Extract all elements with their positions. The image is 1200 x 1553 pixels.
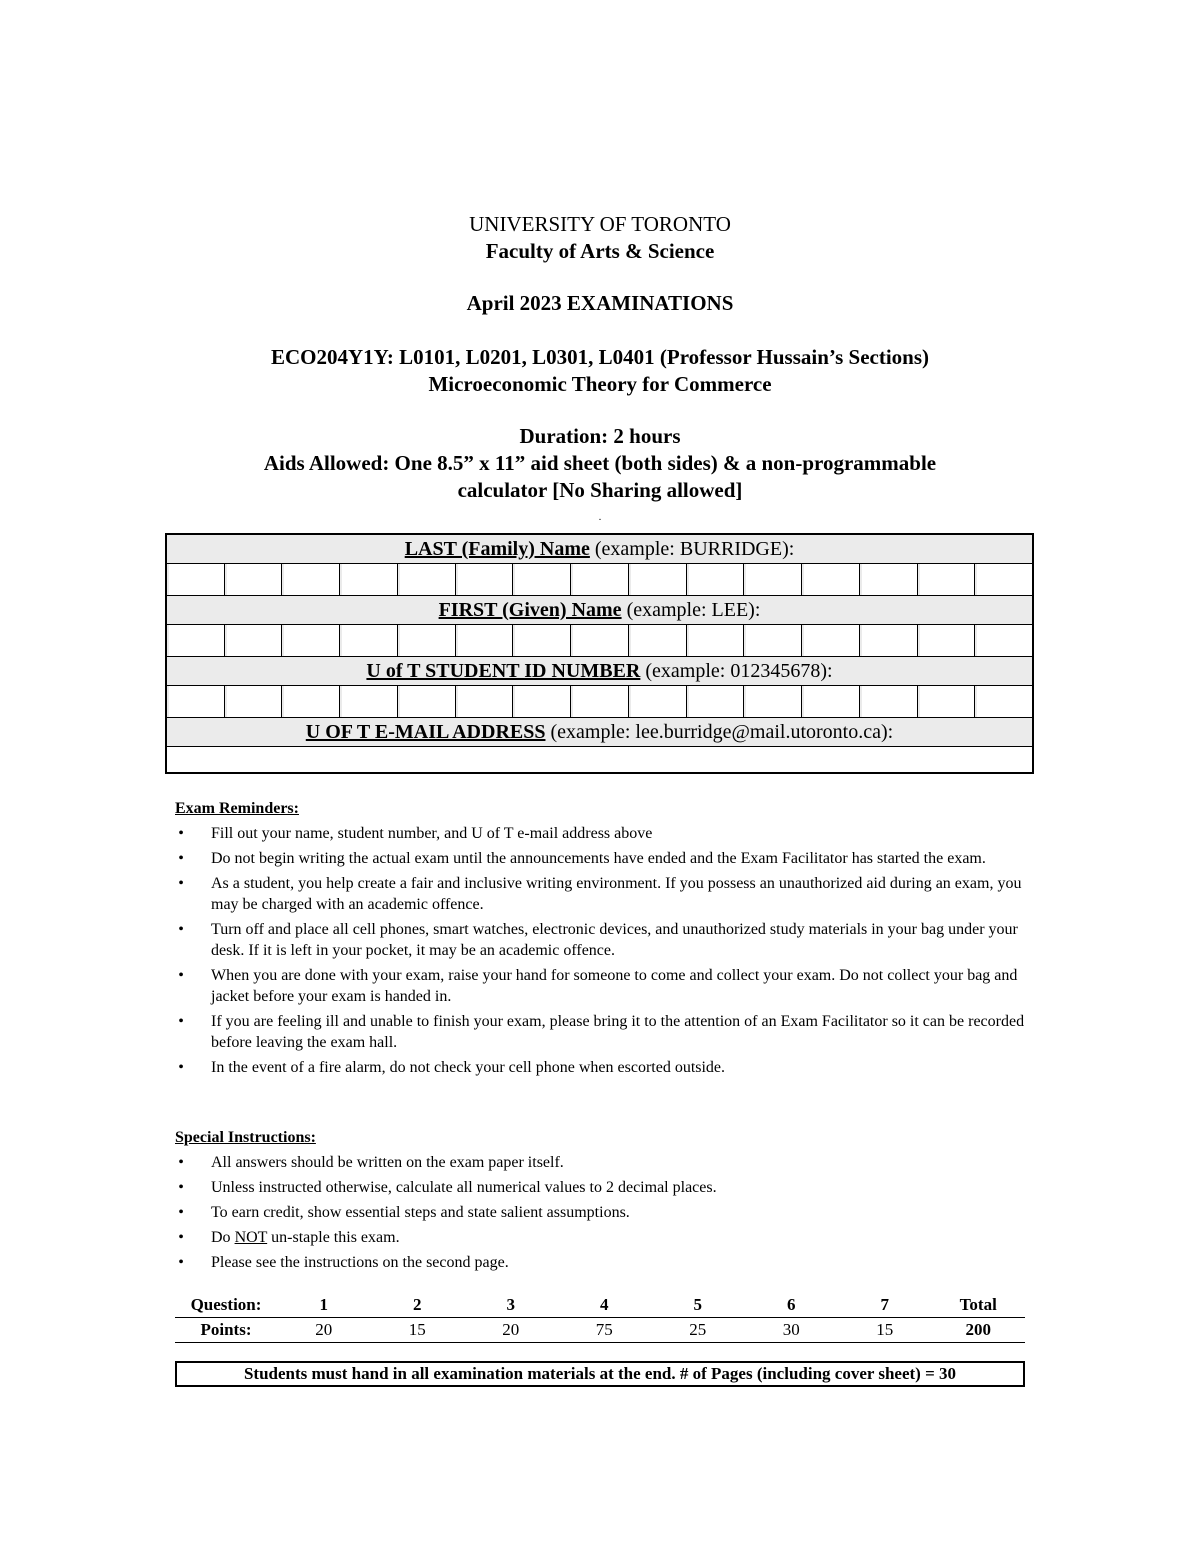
exam-session — [0, 290, 1200, 317]
letter-box[interactable] — [975, 625, 1032, 656]
points-value: 25 — [651, 1318, 745, 1343]
bullet-icon: • — [178, 1154, 184, 1171]
letter-box[interactable] — [513, 564, 571, 595]
letter-box[interactable] — [167, 625, 225, 656]
letter-box[interactable] — [860, 625, 918, 656]
question-number: 7 — [838, 1293, 932, 1318]
question-row — [175, 1293, 1025, 1318]
student-id-form — [165, 533, 1034, 774]
bullet-icon: • — [178, 825, 184, 842]
letter-box[interactable] — [225, 625, 283, 656]
digit-box[interactable] — [398, 686, 456, 717]
list-item-text: Turn off and place all cell phones, smart watches, electronic devices, and unauthorized study materials in your bag under your desk. If it is left in your pocket, it may be an academic offence. — [211, 921, 1018, 959]
points-value: 20 — [277, 1318, 371, 1343]
letter-box[interactable] — [629, 564, 687, 595]
digit-box[interactable] — [687, 686, 745, 717]
letter-box[interactable] — [571, 625, 629, 656]
hand-in-notice: Students must hand in all examination materials at the end. # of Pages (including cover sheet) = 30 — [175, 1361, 1025, 1387]
list-item — [175, 919, 1025, 961]
letter-box[interactable] — [687, 625, 745, 656]
digit-box[interactable] — [629, 686, 687, 717]
email-example: (example: lee.burridge@mail.utoronto.ca): — [550, 721, 894, 743]
first-name-label: FIRST (Given) Name — [438, 599, 622, 621]
question-number: 6 — [745, 1293, 839, 1318]
last-name-boxes[interactable] — [167, 564, 1032, 596]
last-name-example: (example: BURRIDGE): — [594, 538, 795, 560]
letter-box[interactable] — [744, 564, 802, 595]
email-field[interactable] — [167, 747, 1032, 772]
list-item-text: To earn credit, show essential steps and state salient assumptions. — [211, 1204, 630, 1221]
letter-box[interactable] — [340, 564, 398, 595]
list-item-text: Do — [211, 1229, 235, 1246]
points-row — [175, 1318, 1025, 1343]
special-instructions-list — [175, 1152, 1025, 1273]
list-item-text: Fill out your name, student number, and U of T e-mail address above — [211, 825, 653, 842]
question-number: 5 — [651, 1293, 745, 1318]
points-value: 20 — [464, 1318, 558, 1343]
letter-box[interactable] — [571, 564, 629, 595]
bullet-icon: • — [178, 1059, 184, 1076]
list-item-text: Unless instructed otherwise, calculate all numerical values to 2 decimal places. — [211, 1179, 717, 1196]
first-name-boxes[interactable] — [167, 625, 1032, 657]
digit-box[interactable] — [918, 686, 976, 717]
letter-box[interactable] — [629, 625, 687, 656]
question-number: 1 — [277, 1293, 371, 1318]
email-label: U OF T E-MAIL ADDRESS — [305, 721, 546, 743]
list-item-text: As a student, you help create a fair and inclusive writing environment. If you possess an unauthorized aid during an exam, you may be charged with an academic offence. — [211, 875, 1022, 913]
digit-box[interactable] — [513, 686, 571, 717]
university-name: UNIVERSITY OF TORONTO — [469, 212, 731, 236]
letter-box[interactable] — [918, 564, 976, 595]
faculty-name: Faculty of Arts & Science — [485, 239, 715, 263]
list-item-text: un-staple this exam. — [267, 1229, 400, 1246]
bullet-icon: • — [178, 967, 184, 984]
digit-box[interactable] — [167, 686, 225, 717]
student-id-header — [167, 657, 1032, 686]
exam-header — [0, 211, 1200, 265]
letter-box[interactable] — [918, 625, 976, 656]
first-name-header — [167, 596, 1032, 625]
letter-box[interactable] — [398, 564, 456, 595]
list-item — [175, 1177, 1025, 1198]
aids-allowed-line1: Aids Allowed: One 8.5” x 11” aid sheet (both sides) & a non-programmable — [263, 451, 937, 475]
list-item-text: All answers should be written on the exam paper itself. — [211, 1154, 564, 1171]
digit-box[interactable] — [456, 686, 514, 717]
emphasis-not: NOT — [234, 1229, 268, 1246]
list-item — [175, 1011, 1025, 1053]
question-number: 3 — [464, 1293, 558, 1318]
bullet-icon: • — [178, 1204, 184, 1221]
letter-box[interactable] — [282, 564, 340, 595]
digit-box[interactable] — [744, 686, 802, 717]
exam-session-title: April 2023 EXAMINATIONS — [466, 291, 734, 315]
points-total: 200 — [932, 1318, 1026, 1343]
question-number: 4 — [558, 1293, 652, 1318]
list-item-text: If you are feeling ill and unable to finish your exam, please bring it to the attention of an Exam Facilitator so it can be recorded before leaving the exam hall. — [211, 1013, 1025, 1051]
letter-box[interactable] — [513, 625, 571, 656]
course-code: ECO204Y1Y: L0101, L0201, L0301, L0401 (Professor Hussain’s Sections) — [270, 345, 930, 369]
letter-box[interactable] — [167, 564, 225, 595]
digit-box[interactable] — [802, 686, 860, 717]
points-label: Points: — [175, 1318, 277, 1343]
student-id-example: (example: 012345678): — [645, 660, 833, 682]
list-item-text: Do not begin writing the actual exam until the announcements have ended and the Exam Facilitator has started the exam. — [211, 850, 986, 867]
student-id-label: U of T STUDENT ID NUMBER — [366, 660, 641, 682]
last-name-label: LAST (Family) Name — [404, 538, 590, 560]
student-id-boxes[interactable] — [167, 686, 1032, 718]
email-header — [167, 718, 1032, 747]
points-value: 15 — [838, 1318, 932, 1343]
bullet-icon: • — [178, 1013, 184, 1030]
letter-box[interactable] — [225, 564, 283, 595]
digit-box[interactable] — [571, 686, 629, 717]
last-name-header — [167, 535, 1032, 564]
list-item — [175, 1202, 1025, 1223]
points-value: 30 — [745, 1318, 839, 1343]
digit-box[interactable] — [975, 686, 1032, 717]
course-title: Microeconomic Theory for Commerce — [428, 372, 772, 396]
bullet-icon: • — [178, 850, 184, 867]
course-info — [0, 344, 1200, 398]
digit-box[interactable] — [225, 686, 283, 717]
list-item-text: In the event of a fire alarm, do not check your cell phone when escorted outside. — [211, 1059, 726, 1076]
stray-dot: . — [598, 512, 602, 523]
list-item — [175, 873, 1025, 915]
exam-rules — [0, 423, 1200, 504]
letter-box[interactable] — [456, 625, 514, 656]
special-instructions-title: Special Instructions: — [175, 1129, 316, 1146]
digit-box[interactable] — [340, 686, 398, 717]
total-label: Total — [932, 1293, 1026, 1318]
letter-box[interactable] — [282, 625, 340, 656]
letter-box[interactable] — [398, 625, 456, 656]
list-item — [175, 1057, 1025, 1078]
exam-reminders-title: Exam Reminders: — [175, 800, 299, 817]
letter-box[interactable] — [802, 564, 860, 595]
letter-box[interactable] — [340, 625, 398, 656]
list-item — [175, 848, 1025, 869]
bullet-icon: • — [178, 1254, 184, 1271]
digit-box[interactable] — [282, 686, 340, 717]
bullet-icon: • — [178, 1229, 184, 1246]
letter-box[interactable] — [744, 625, 802, 656]
duration: Duration: 2 hours — [519, 424, 681, 448]
points-value: 15 — [371, 1318, 465, 1343]
list-item — [175, 1227, 1025, 1248]
letter-box[interactable] — [860, 564, 918, 595]
points-table — [175, 1293, 1025, 1343]
aids-allowed-line2: calculator [No Sharing allowed] — [457, 478, 743, 502]
exam-reminders-list — [175, 823, 1025, 1078]
first-name-example: (example: LEE): — [626, 599, 761, 621]
letter-box[interactable] — [975, 564, 1032, 595]
question-label: Question: — [175, 1293, 277, 1318]
exam-reminders — [175, 798, 1025, 1082]
letter-box[interactable] — [456, 564, 514, 595]
bullet-icon: • — [178, 875, 184, 892]
digit-box[interactable] — [860, 686, 918, 717]
bullet-icon: • — [178, 1179, 184, 1196]
list-item — [175, 1252, 1025, 1273]
question-number: 2 — [371, 1293, 465, 1318]
letter-box[interactable] — [802, 625, 860, 656]
list-item — [175, 823, 1025, 844]
list-item — [175, 1152, 1025, 1173]
letter-box[interactable] — [687, 564, 745, 595]
list-item-text: Please see the instructions on the second page. — [211, 1254, 509, 1271]
points-value: 75 — [558, 1318, 652, 1343]
bullet-icon: • — [178, 921, 184, 938]
special-instructions — [175, 1127, 1025, 1277]
list-item — [175, 965, 1025, 1007]
list-item-text: When you are done with your exam, raise your hand for someone to come and collect your exam. Do not collect your bag and jacket before your exam is handed in. — [211, 967, 1018, 1005]
